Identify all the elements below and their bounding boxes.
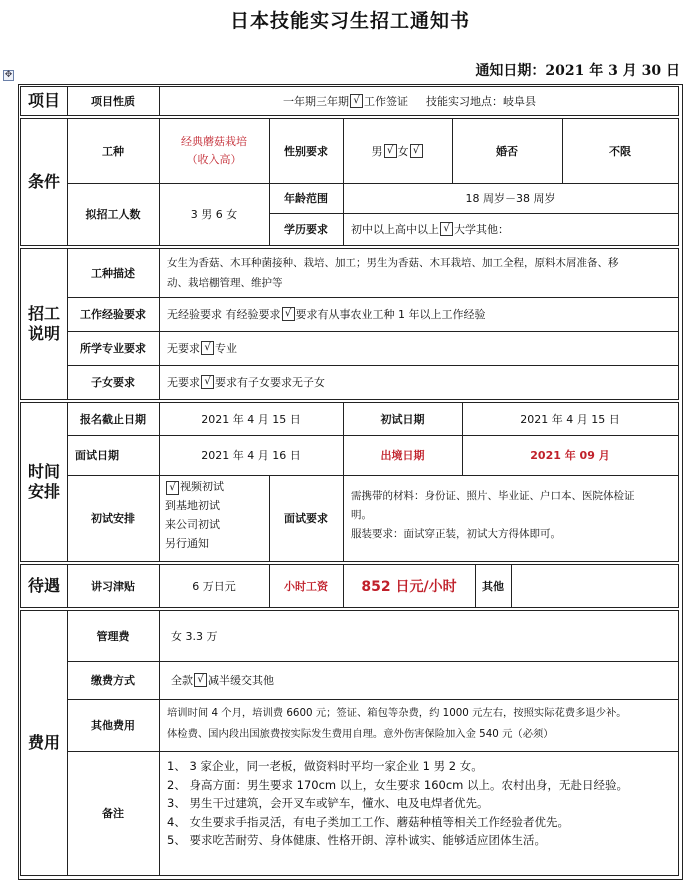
project-term-text: 一年期三年期 [283,95,349,108]
interview-req-line: 明。 [351,509,372,521]
education-label: 学历要求 [284,223,328,236]
checkmark-icon: √ [166,481,179,495]
allowance-value: 6 万日元 [192,580,236,593]
checkmark-icon: √ [282,307,295,321]
first-exam-value: 2021 年 4 月 15 日 [520,413,620,426]
project-nature-value [159,87,678,115]
arrange-option: 另行通知 [165,537,209,550]
deadline-value: 2021 年 4 月 15 日 [201,413,301,426]
major-label: 所学专业要求 [80,342,146,355]
header-line-2: 安排 [27,482,60,501]
checkmark-icon: √ [350,94,363,108]
hourly-wage-value: 852 日元/小时 [361,579,457,595]
experience-value [159,297,678,331]
mgmt-fee-label: 管理费 [96,630,130,643]
education-value [343,213,678,245]
other-fees-line: 培训时间 4 个月，培训费 6600 元；签证、箱包等杂费，约 1000 元左右，按照实际花费多退少补。 [167,707,627,719]
remark-item: 5、 要求吃苦耐劳、身体健康、性格开朗、淳朴诚实、能够适应团体生活。 [167,833,546,847]
interview-req-label: 面试要求 [284,512,328,525]
section-fees [20,610,679,876]
checkmark-icon: √ [410,144,423,158]
checkmark-icon: √ [194,673,207,687]
major-value [159,331,678,365]
arrange-option: 来公司初试 [165,518,220,531]
header-line-2: 说明 [27,324,60,343]
experience-label: 工作经验要求 [80,308,146,321]
job-desc-line: 动、栽培棚管理、维护等 [167,277,283,289]
section-job-description [20,248,679,400]
first-exam-arrange-label: 初试安排 [91,512,135,525]
arrange-option: 视频初试 [180,480,224,493]
children-none: 无要求 [167,376,200,389]
age-range-label: 年龄范围 [284,192,328,205]
major-none: 无要求 [167,342,200,355]
marriage-label: 婚否 [496,145,518,158]
header-line-1: 招工 [27,304,60,323]
job-desc-label: 工种描述 [91,267,135,280]
job-type-value [159,119,269,183]
payment-options: 减半缓交其他 [208,674,274,687]
arrange-option: 到基地初试 [165,499,220,512]
recruit-count-label: 拟招工人数 [85,208,141,221]
interview-req-line: 需携带的材料：身份证、照片、毕业证、户口本、医院体检证 [351,490,635,502]
section-conditions [20,118,679,246]
recruit-count-value: 3 男 6 女 [190,208,238,221]
training-location-text: 技能实习地点：岐阜县 [426,95,536,108]
interview-req-line: 服装要求：面试穿正装，初试大方得体即可。 [351,528,561,540]
visa-type-text: 工作签证 [364,95,408,108]
header-line-1: 时间 [27,462,60,481]
other-fees-value [167,703,677,745]
remarks-label: 备注 [102,807,124,820]
payment-method-value [159,661,678,699]
experience-options: 无经验要求 有经验要求 [167,308,281,321]
other-fees-line: 体检费、国内段出国旅费按实际发生费用自理。意外伤害保险加入金 540 元（必须） [167,728,554,740]
checkmark-icon: √ [440,222,453,236]
section-header-project: 项目 [27,91,60,110]
payment-method-label: 缴费方式 [91,674,135,687]
marriage-value: 不限 [609,145,631,158]
hourly-wage-label: 小时工资 [284,580,328,593]
departure-label: 出境日期 [380,449,425,462]
section-header-fees: 费用 [27,733,60,752]
section-header-job-description [21,249,67,399]
allowance-label: 讲习津贴 [91,580,135,593]
section-header-schedule [21,403,67,561]
job-desc-line: 女生为香菇、木耳种菌接种、栽培、加工；男生为香菇、木耳栽培、加工全程，原料木屑准备、移 [167,257,619,269]
experience-detail: 要求有从事农业工种 1 年以上工作经验 [295,308,486,321]
checkmark-icon: √ [384,144,397,158]
payment-full: 全款 [171,674,193,687]
deadline-label: 报名截止日期 [80,413,146,426]
remark-item: 3、 男生干过建筑，会开叉车或铲车，懂水、电及电焊者优先。 [167,796,489,810]
project-nature-label: 项目性质 [91,95,135,108]
section-header-benefits: 待遇 [27,576,60,595]
children-value [159,365,678,399]
document-title: 日本技能实习生招工通知书 [229,10,470,32]
interview-date-label: 面试日期 [75,449,119,462]
gender-female: 女 [397,145,409,158]
other-benefits-label: 其他 [482,580,504,593]
remarks-list [167,757,677,850]
children-label: 子女要求 [91,376,135,389]
section-schedule [20,402,679,562]
remark-item: 1、 3 家企业，同一老板，做资料时平均一家企业 1 男 2 女。 [167,759,483,773]
first-exam-label: 初试日期 [380,413,425,426]
job-type-label: 工种 [102,145,124,158]
notice-date: 通知日期：2021 年 3 月 30 日 [475,63,680,79]
checkmark-icon: √ [201,341,214,355]
section-header-conditions: 条件 [27,172,60,191]
remark-item: 4、 女生要求手指灵活，有电子类加工工作、蘑菇种植等相关工作经验者优先。 [167,814,569,829]
checkmark-icon: √ [201,375,214,389]
first-exam-arrange-options [165,477,269,553]
departure-value: 2021 年 09 月 [530,449,610,462]
education-options: 初中以上高中以上 [351,223,439,236]
section-project [20,86,679,116]
other-fees-label: 其他费用 [91,719,135,732]
job-type-name: 经典蘑菇栽培 [181,135,247,148]
children-options: 要求有子女要求无子女 [215,376,325,389]
education-other: 大学其他： [454,223,509,236]
age-range-value: 18 周岁－38 周岁 [465,192,556,205]
mgmt-fee-value: 女 3.3 万 [171,630,218,643]
table-move-handle-icon[interactable]: ✥ [4,70,13,80]
interview-date-value: 2021 年 4 月 16 日 [201,449,301,462]
section-benefits [20,564,679,608]
major-specific: 专业 [215,342,237,355]
gender-value [343,119,452,183]
job-type-note: （收入高） [186,153,242,166]
gender-male: 男 [371,145,383,158]
job-desc-value [167,253,675,293]
gender-label: 性别要求 [284,145,328,158]
interview-req-value [351,487,677,544]
remark-item: 2、 身高方面：男生要求 170cm 以上，女生要求 160cm 以上。农村出身，无赴日经验。 [167,777,629,792]
